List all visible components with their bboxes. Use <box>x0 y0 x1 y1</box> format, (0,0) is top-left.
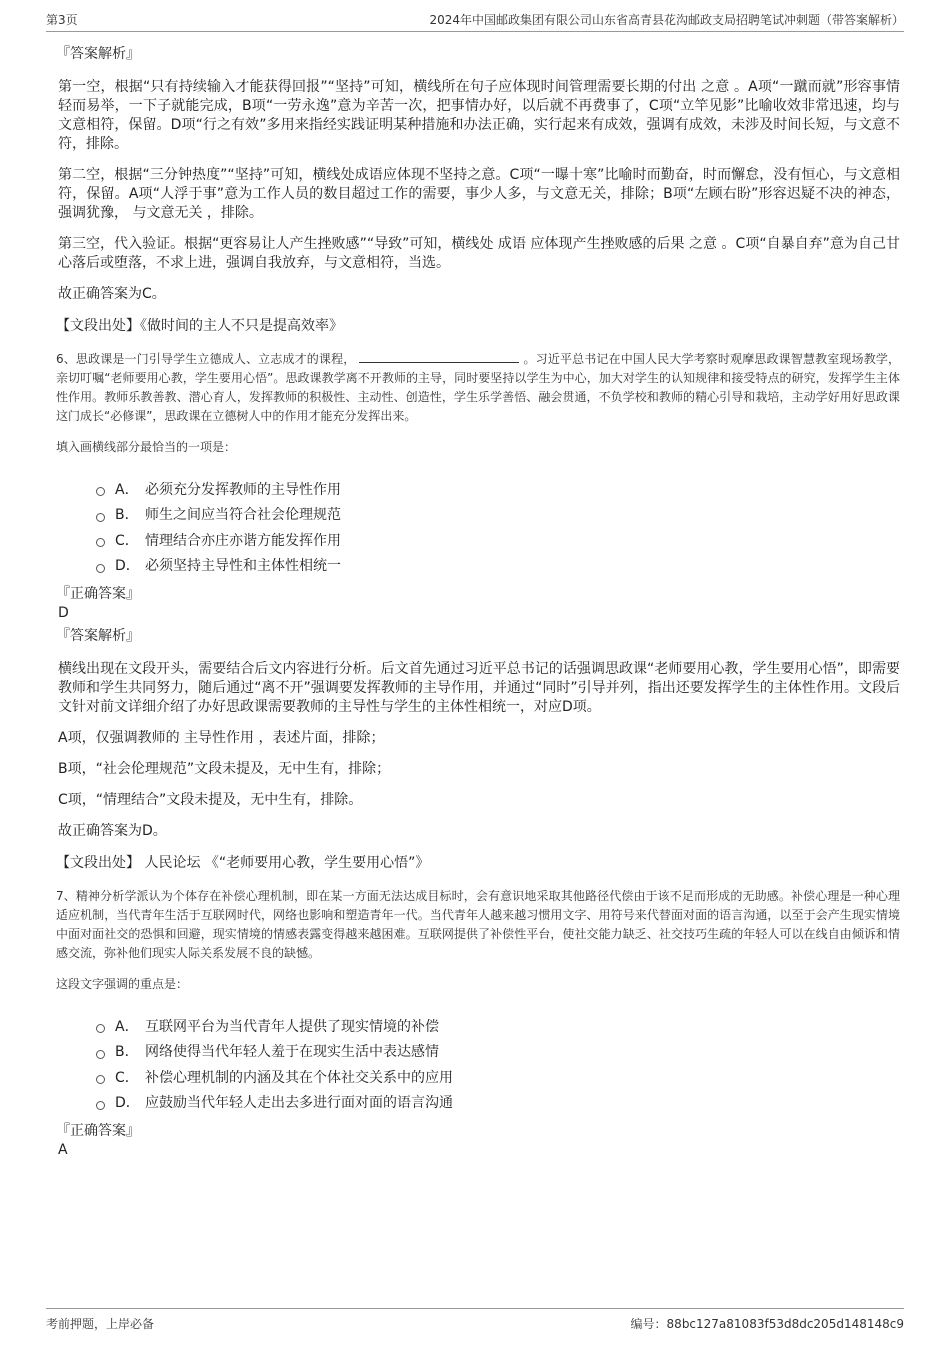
question-6-options <box>96 476 900 578</box>
option-letter: D． <box>115 1095 140 1112</box>
option-c[interactable] <box>96 527 900 553</box>
radio-icon[interactable] <box>96 538 105 547</box>
option-text: 师生之间应当符合社会伦理规范 <box>145 507 341 524</box>
page-content <box>58 44 900 1163</box>
question-6-text-after: 。习近平总书记在中国人民大学考察时观摩思政课智慧教室现场教学，亲切叮嘱“老师要用心教，学生要用心悟”。思政课教学离不开教师的主导，同时要坚持以学生为中心，加大对学生的认知规律和接受特点的研究，发挥学生主体性作用。教师乐教善教、潜心育人，发挥教师的积极性、主动性、创造性，学生乐学善悟、融会贯通，不负学校和教师的精心引导和栽培，主动学好用好思政课这门成长“必修课”，思政课在立德树人中的作用才能充分发挥出来。 <box>56 352 900 423</box>
option-letter: B． <box>115 1044 139 1061</box>
radio-icon[interactable] <box>96 487 105 496</box>
analysis-title: 『答案解析』 <box>56 46 140 62</box>
option-a[interactable] <box>96 1013 900 1039</box>
page-footer <box>46 1308 904 1337</box>
question-6-text <box>56 350 900 426</box>
page-number: 第3页 <box>46 13 78 27</box>
analysis-title: 『答案解析』 <box>56 628 140 644</box>
option-a[interactable] <box>96 476 900 502</box>
option-text: 网络使得当代年轻人羞于在现实生活中表达感情 <box>145 1044 439 1061</box>
document-code: 编号：88bc127a81083f53d8dc205d148148c9 <box>630 1316 904 1331</box>
radio-icon[interactable] <box>96 1075 105 1084</box>
fill-in-blank <box>359 350 519 363</box>
option-text: 必须充分发挥教师的主导性作用 <box>145 481 341 498</box>
option-text: 应鼓励当代年轻人走出去多进行面对面的语言沟通 <box>145 1095 453 1112</box>
option-c[interactable] <box>96 1064 900 1090</box>
analysis-paragraph: 横线出现在文段开头，需要结合后文内容进行分析。后文首先通过习近平总书记的话强调思政课“老师要用心教，学生要用心悟”，即需要教师和学生共同努力，随后通过“离不开”强调要发挥教师的主导作用，并通过“同时”引导并列，指出还要发挥学生的主体性作用。文段后文针对前文详细介绍了办好思政课需要教师的主导性与学生的主体性相统一，对应D项。 <box>58 661 900 715</box>
question-7-options <box>96 1013 900 1115</box>
option-d[interactable] <box>96 1090 900 1116</box>
option-text: 互联网平台为当代青年人提供了现实情境的补偿 <box>145 1018 439 1035</box>
analysis-paragraph: B项，“社会伦理规范”文段未提及，无中生有，排除； <box>58 761 391 777</box>
option-text: 情理结合亦庄亦谐方能发挥作用 <box>145 532 341 549</box>
passage-source: 【文段出处】《做时间的主人不只是提高效率》 <box>56 318 343 334</box>
correct-answer-title: 『正确答案』 <box>56 586 140 602</box>
option-letter: A． <box>115 1018 139 1035</box>
option-b[interactable] <box>96 1039 900 1065</box>
radio-icon[interactable] <box>96 564 105 573</box>
analysis-conclusion: 故正确答案为C。 <box>58 286 166 302</box>
analysis-paragraph: A项，仅强调教师的 主导性作用 ，表述片面，排除； <box>58 730 385 746</box>
correct-answer: A <box>58 1142 68 1158</box>
option-letter: D． <box>115 558 140 575</box>
analysis-paragraph: 第二空，根据“三分钟热度”“坚持”可知，横线处成语应体现不坚持之意。C项“一曝十寒”比喻时而勤奋，时而懈怠，没有恒心，与文意相符，保留。A项“人浮于事”意为工作人员的数目超过工作的需要，事少人多，与文意无关，排除；B项“左顾右盼”形容迟疑不决的神态，强调犹豫， 与文意无关 ，排除。 <box>58 167 900 221</box>
page-header <box>46 10 904 32</box>
option-letter: B． <box>115 507 139 524</box>
question-7-prompt: 这段文字强调的重点是： <box>56 977 189 991</box>
analysis-paragraph: C项，“情理结合”文段未提及，无中生有，排除。 <box>58 792 363 808</box>
option-letter: C． <box>115 1069 139 1086</box>
analysis-paragraph: 第一空，根据“只有持续输入才能获得回报”“坚持”可知，横线所在句子应体现时间管理需要长期的付出 之意 。A项“一蹴而就”形容事情轻而易举，一下子就能完成，B项“一劳永逸”意为辛苦一次，把事情办好，以后就不再费事了，C项“立竿见影”比喻收效非常迅速，均与文意相符，保留。D项“行之有效”多用来指经实践证明某种措施和办法正确，实行起来有成效，强调有成效，未涉及时间长短，与文意不符，排除。 <box>58 79 900 152</box>
analysis-paragraph: 第三空，代入验证。根据“更容易让人产生挫败感”“导致”可知，横线处 成语 应体现产生挫败感的后果 之意 。C项“自暴自弃”意为自己甘心落后或堕落，不求上进，强调自我放弃，与文意相符，当选。 <box>58 236 900 271</box>
radio-icon[interactable] <box>96 513 105 522</box>
question-6-prompt: 填入画横线部分最恰当的一项是： <box>56 440 237 454</box>
option-b[interactable] <box>96 502 900 528</box>
correct-answer: D <box>58 605 69 621</box>
option-letter: A． <box>115 481 139 498</box>
radio-icon[interactable] <box>96 1050 105 1059</box>
option-text: 补偿心理机制的内涵及其在个体社交关系中的应用 <box>145 1069 453 1086</box>
option-letter: C． <box>115 532 139 549</box>
document-title: 2024年中国邮政集团有限公司山东省高青县花沟邮政支局招聘笔试冲刺题（带答案解析） <box>429 13 904 27</box>
question-6-text-before: 6、思政课是一门引导学生立德成人、立志成才的课程， <box>56 352 356 366</box>
radio-icon[interactable] <box>96 1101 105 1110</box>
analysis-conclusion: 故正确答案为D。 <box>58 823 167 839</box>
option-text: 必须坚持主导性和主体性相统一 <box>145 558 341 575</box>
correct-answer-title: 『正确答案』 <box>56 1123 140 1139</box>
question-7-text: 7、精神分析学派认为个体存在补偿心理机制，即在某一方面无法达成目标时，会有意识地采取其他路径代偿由于该不足而形成的无助感。补偿心理是一种心理适应机制，当代青年生活于互联网时代，网络也影响和塑造青年一代。当代青年人越来越习惯用文字、用符号来代替面对面的语言沟通，以至于会产生现实情境中面对面社交的恐惧和回避，现实情境的情感表露变得越来越困难。互联网提供了补偿性平台，使社交能力缺乏、社交技巧生疏的年轻人可以在线自由倾诉和情感交流，弥补他们现实人际关系发展不良的缺憾。 <box>56 889 900 960</box>
option-d[interactable] <box>96 553 900 579</box>
radio-icon[interactable] <box>96 1024 105 1033</box>
passage-source: 【文段出处】 人民论坛 《“老师要用心教，学生要用心悟”》 <box>56 855 430 871</box>
footer-slogan: 考前押题，上岸必备 <box>46 1316 155 1331</box>
